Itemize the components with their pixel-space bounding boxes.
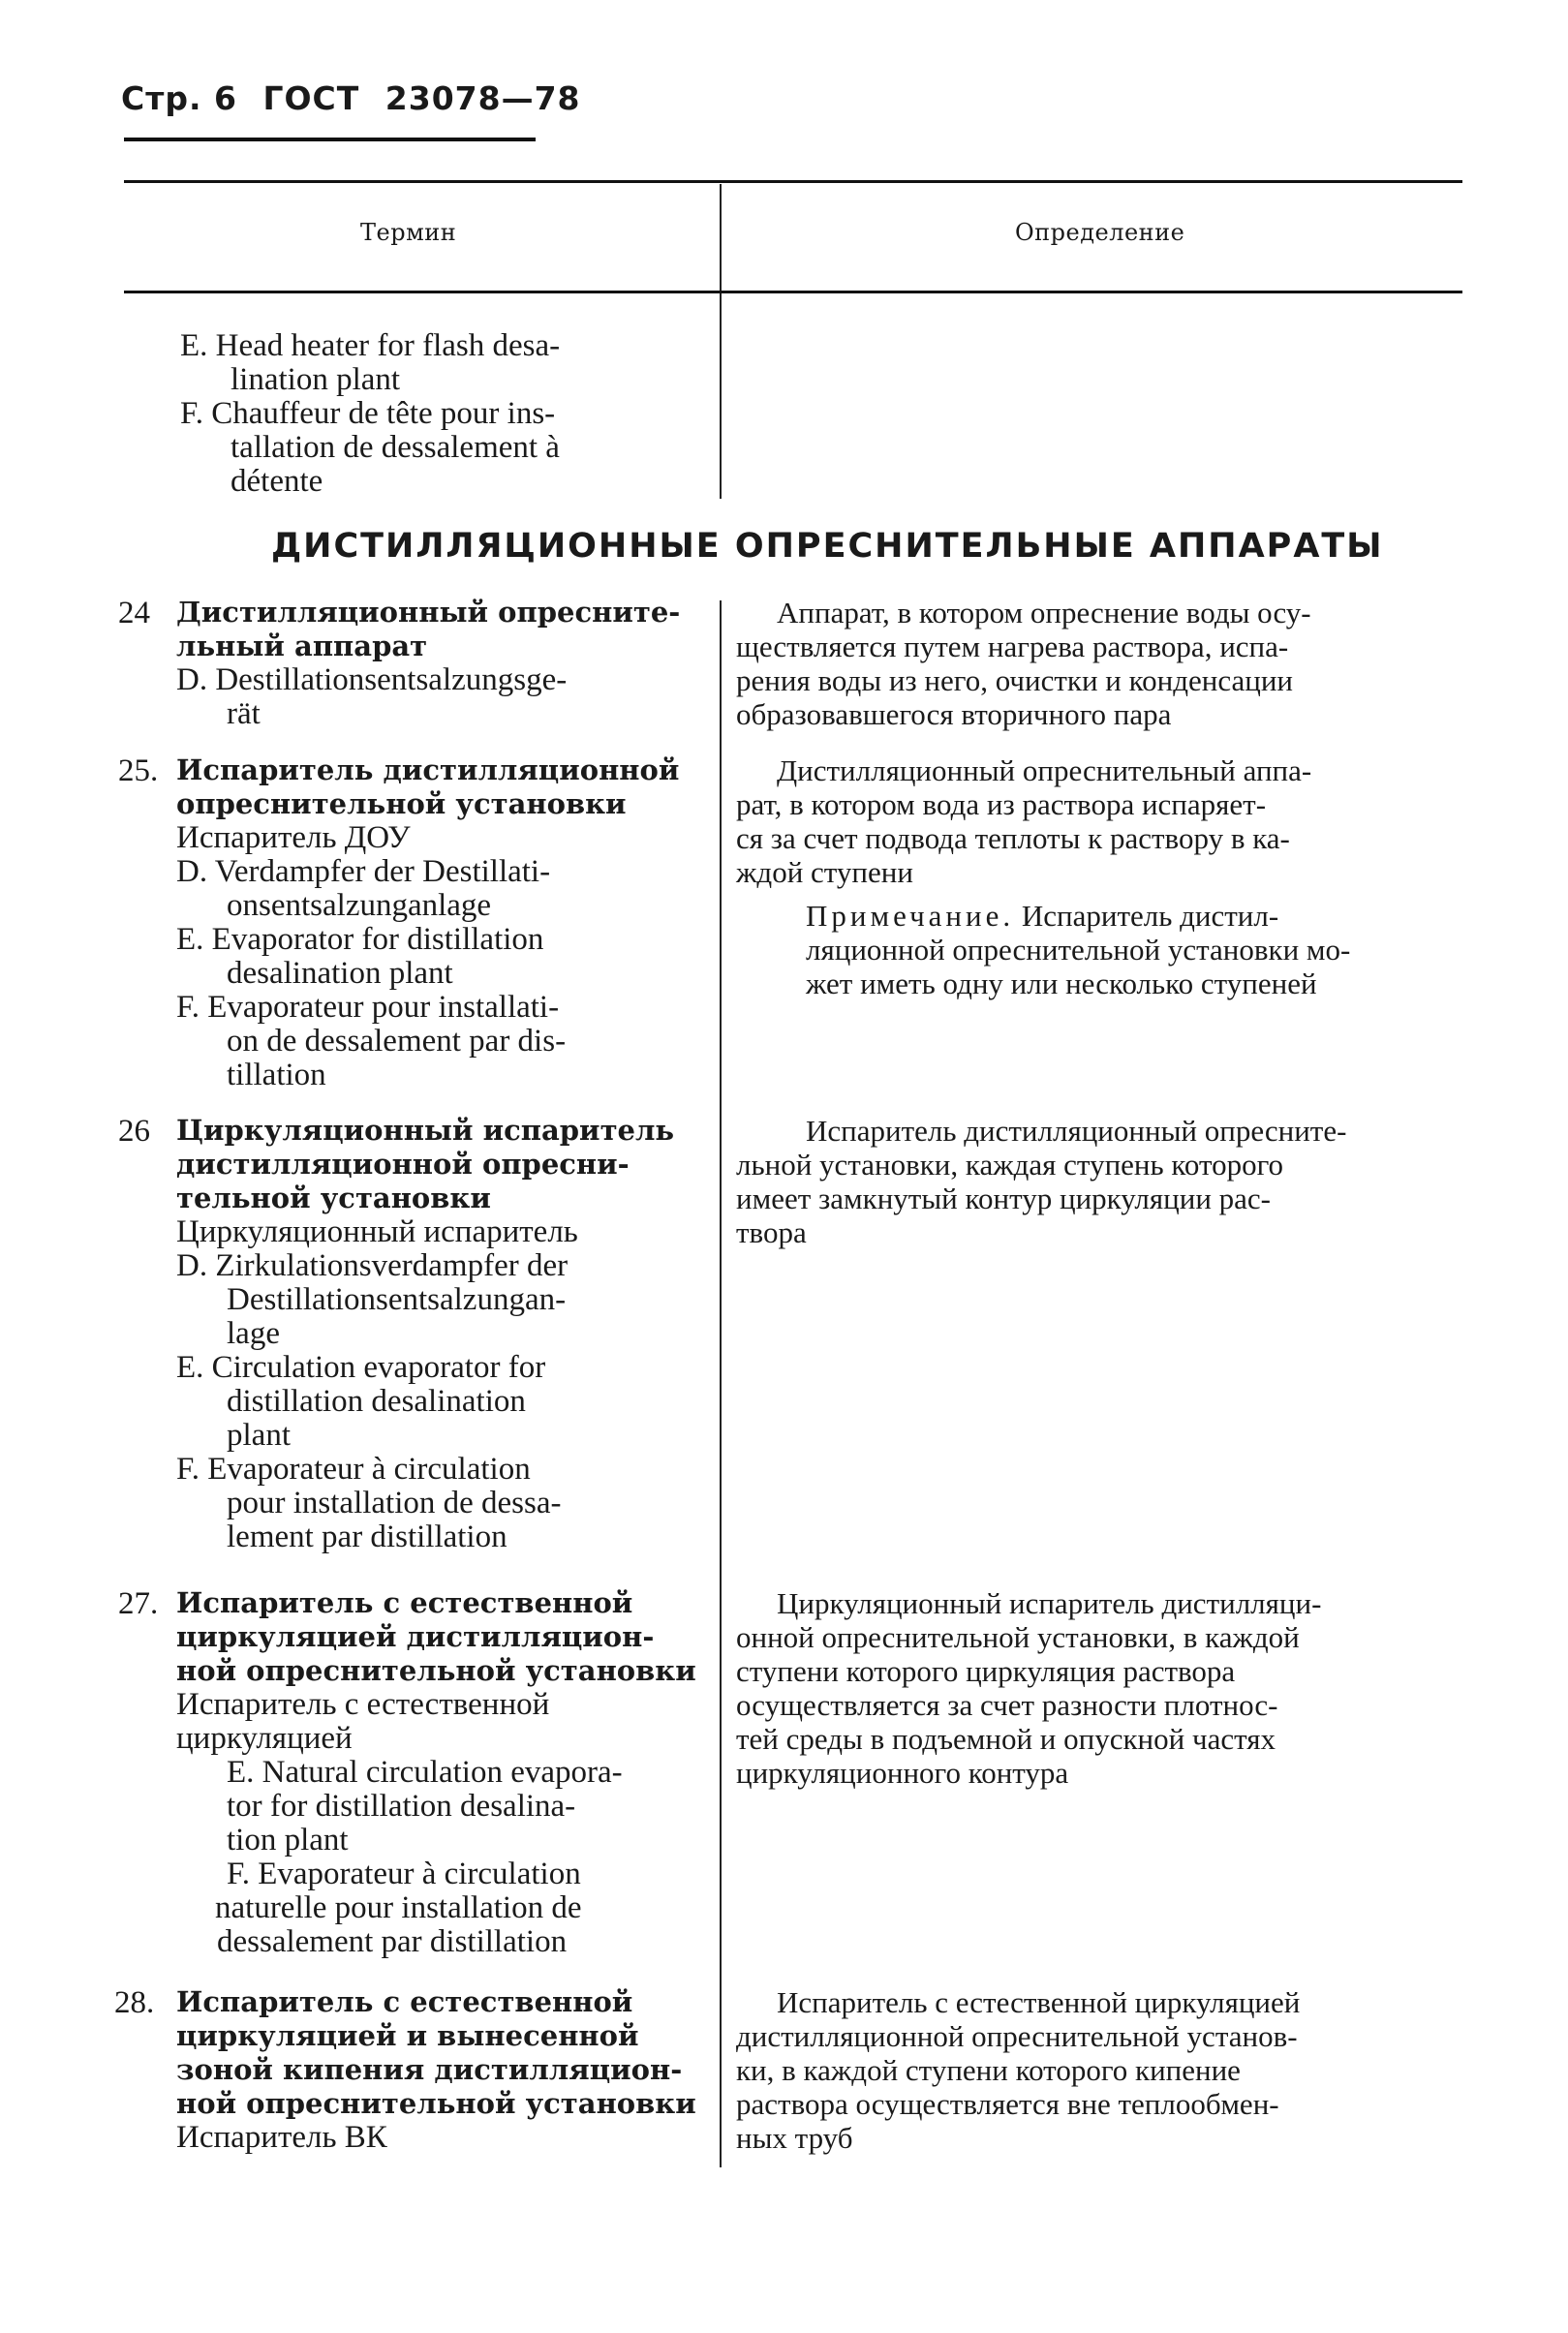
term-line: détente xyxy=(231,464,323,499)
definition-line: ществляется путем нагрева раствора, испа- xyxy=(736,629,1289,663)
definition-28 xyxy=(736,1985,1300,2155)
note-line: жет иметь одну или несколько ступеней xyxy=(806,967,1317,1000)
term-line: D. Zirkulationsverdampfer der xyxy=(176,1248,569,1283)
term-title: тельной установки xyxy=(176,1182,491,1214)
definition-line: ки, в каждой ступени которого кипение xyxy=(736,2053,1241,2087)
note-line xyxy=(736,899,1350,933)
definition-27 xyxy=(736,1586,1321,1790)
term-line: lination plant xyxy=(231,362,401,397)
term-line: циркуляцией xyxy=(176,1721,353,1756)
term-line: E. Evaporator for distillation xyxy=(176,922,544,957)
page-number: Стр. 6 xyxy=(121,79,237,117)
definition-line: ждой ступени xyxy=(736,855,913,889)
entry-number: 24 xyxy=(118,596,150,630)
term-title: циркуляцией и вынесенной xyxy=(176,2019,639,2052)
term-line: E. Natural circulation evapora- xyxy=(227,1755,623,1790)
definition-line: образовавшегося вторичного пара xyxy=(736,697,1172,731)
definition-line: твора xyxy=(736,1215,807,1249)
definition-line: онной опреснительной установки, в каждой xyxy=(736,1620,1300,1654)
term-title: Циркуляционный испаритель xyxy=(176,1114,675,1147)
entry-number: 28. xyxy=(114,1985,155,2020)
term-line: distillation desalination xyxy=(227,1384,526,1419)
term-line: on de dessalement par dis- xyxy=(227,1024,567,1059)
term-line: lement par distillation xyxy=(227,1520,507,1554)
definition-line: дистилляционной опреснительной установ- xyxy=(736,2019,1298,2053)
standard-label: ГОСТ xyxy=(262,79,360,117)
definition-line: циркуляционного контура xyxy=(736,1756,1069,1790)
term-line: F. Evaporateur pour installati- xyxy=(176,990,560,1025)
definition-line: раствора осуществляется вне теплообмен- xyxy=(736,2087,1279,2121)
column-header-term: Термин xyxy=(360,219,457,246)
note-heading: Примечание. xyxy=(806,899,1015,933)
term-block-28 xyxy=(176,1985,696,2155)
entry-number: 25. xyxy=(118,753,159,788)
term-line: D. Destillationsentsalzungsge- xyxy=(176,662,568,697)
note-text: Испаритель дистил- xyxy=(1021,899,1279,933)
definition-line: Дистилляционный опреснительный аппа- xyxy=(777,753,1312,787)
term-block-27 xyxy=(176,1586,696,1959)
column-divider-continued xyxy=(720,293,722,499)
page-header xyxy=(121,79,595,117)
term-title: опреснительной установки xyxy=(176,787,627,820)
column-divider-main xyxy=(720,600,722,2167)
continued-term-block xyxy=(180,329,560,499)
header-underline xyxy=(124,138,536,141)
term-line: onsentsalzunganlage xyxy=(227,888,492,923)
term-title: Испаритель дистилляционной xyxy=(176,753,680,786)
term-title: циркуляцией дистилляцион- xyxy=(176,1620,655,1653)
term-line: dessalement par distillation xyxy=(217,1924,568,1959)
definition-line: тей среды в подъемной и опускной частях xyxy=(736,1722,1276,1756)
term-title: ной опреснительной установки xyxy=(176,2087,696,2120)
entry-number: 27. xyxy=(118,1586,159,1621)
term-line: F. Evaporateur à circulation xyxy=(227,1857,581,1891)
column-header-definition: Определение xyxy=(1015,219,1185,246)
term-line: tallation de dessalement à xyxy=(231,430,560,465)
term-line: tion plant xyxy=(227,1823,349,1857)
term-line: desalination plant xyxy=(227,956,453,991)
term-line: pour installation de dessa- xyxy=(227,1486,562,1520)
term-line: Испаритель ДОУ xyxy=(176,820,411,855)
term-title: Испаритель с естественной xyxy=(176,1586,633,1619)
table-head-rule xyxy=(124,291,1462,293)
term-line: D. Verdampfer der Destillati- xyxy=(176,854,551,889)
term-line: E. Head heater for flash desa- xyxy=(180,328,561,363)
term-title: льный аппарат xyxy=(176,629,428,662)
term-line: tillation xyxy=(227,1058,326,1092)
term-line: rät xyxy=(227,696,261,731)
term-title: зоной кипения дистилляцион- xyxy=(176,2053,683,2086)
term-line: naturelle pour installation de xyxy=(215,1890,582,1925)
term-block-25 xyxy=(176,753,679,1092)
term-block-26 xyxy=(176,1114,674,1554)
term-line: lage xyxy=(227,1316,280,1351)
definition-line: Циркуляционный испаритель дистилляци- xyxy=(777,1586,1322,1620)
entry-number: 26 xyxy=(118,1114,150,1149)
definition-line: Аппарат, в котором опреснение воды осу- xyxy=(777,596,1311,629)
definition-line: льной установки, каждая ступень которого xyxy=(736,1148,1284,1182)
section-title: ДИСТИЛЛЯЦИОННЫЕ ОПРЕСНИТЕЛЬНЫЕ АППАРАТЫ xyxy=(271,527,1384,566)
term-line: F. Evaporateur à circulation xyxy=(176,1452,531,1487)
standard-number: 23078—78 xyxy=(384,79,581,117)
definition-line: Испаритель дистилляционный опресните- xyxy=(806,1114,1347,1148)
definition-25 xyxy=(736,753,1350,1000)
definition-line: рения воды из него, очистки и конденсации xyxy=(736,663,1293,697)
term-block-24 xyxy=(176,596,690,731)
term-title: ной опреснительной установки xyxy=(176,1654,696,1687)
definition-line: осуществляется за счет разности плотнос- xyxy=(736,1688,1278,1722)
definition-line: рат, в котором вода из раствора испаряет- xyxy=(736,787,1267,821)
definition-line: ся за счет подвода теплоты к раствору в ка- xyxy=(736,821,1290,855)
table-top-rule xyxy=(124,180,1462,183)
term-title: Испаритель с естественной xyxy=(176,1985,633,2018)
term-title: дистилляционной опресни- xyxy=(176,1148,630,1181)
definition-26 xyxy=(736,1114,1346,1249)
definition-line: имеет замкнутый контур циркуляции рас- xyxy=(736,1182,1272,1215)
definition-line: ных труб xyxy=(736,2121,853,2155)
definition-line: ступени которого циркуляция раствора xyxy=(736,1654,1236,1688)
term-line: tor for distillation desalina- xyxy=(227,1789,576,1824)
term-line: plant xyxy=(227,1418,291,1453)
term-line: Испаритель ВК xyxy=(176,2120,387,2155)
column-divider-head xyxy=(720,184,722,291)
term-line: F. Chauffeur de tête pour ins- xyxy=(180,396,556,431)
definition-line: Испаритель с естественной циркуляцией xyxy=(777,1985,1301,2019)
term-line: E. Circulation evaporator for xyxy=(176,1350,546,1385)
note-line: ляционной опреснительной установки мо- xyxy=(806,933,1351,967)
term-line: Испаритель с естественной xyxy=(176,1687,550,1722)
term-line: Циркуляционный испаритель xyxy=(176,1214,578,1249)
term-line: Destillationsentsalzungan- xyxy=(227,1282,567,1317)
definition-24 xyxy=(736,596,1311,731)
term-title: Дистилляционный опресните- xyxy=(176,596,681,629)
